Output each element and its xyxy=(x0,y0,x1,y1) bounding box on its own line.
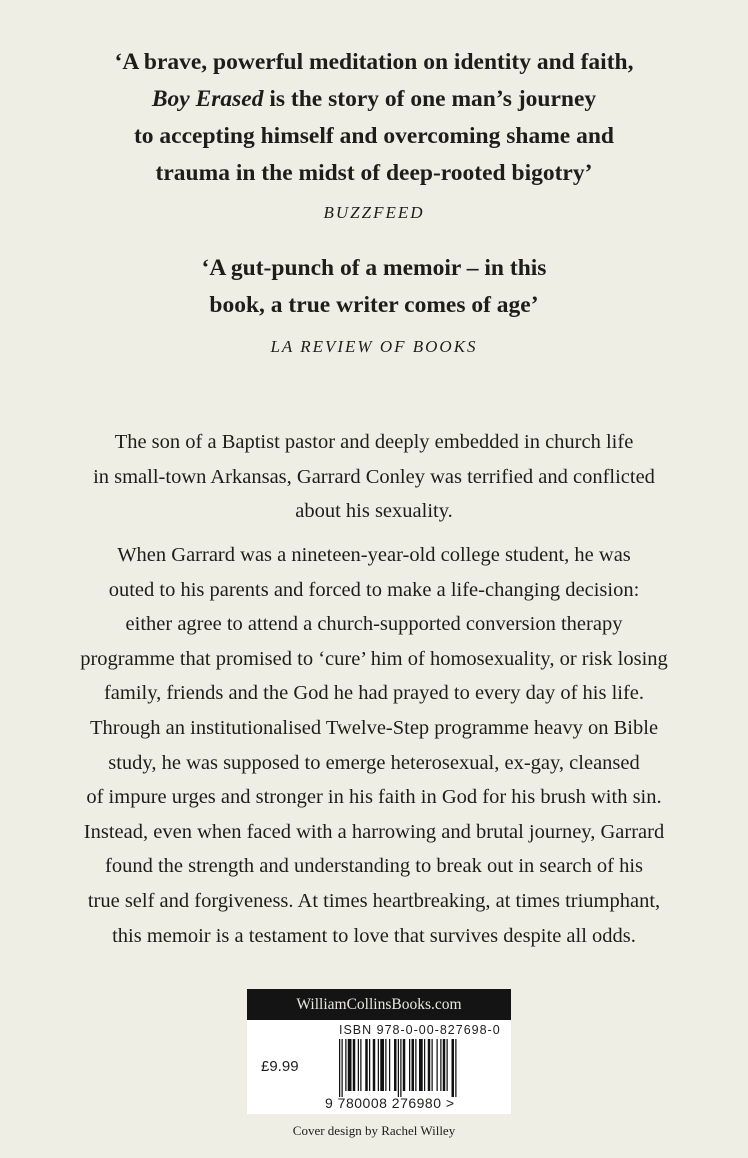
barcode-bar xyxy=(400,1039,401,1097)
quote-source-la-review: LA REVIEW OF BOOKS xyxy=(270,337,478,356)
quote-line: Boy Erased is the story of one man’s journey xyxy=(151,86,597,112)
barcode-bar xyxy=(394,1039,397,1091)
review-quote-la-review xyxy=(0,250,748,324)
barcode-bar xyxy=(412,1039,415,1091)
barcode-bar xyxy=(365,1039,368,1091)
quote-line: trauma in the midst of deep-rooted bigotry’ xyxy=(155,160,593,186)
blurb-line: Instead, even when faced with a harrowing and brutal journey, Garrard xyxy=(83,820,665,843)
barcode-bar xyxy=(353,1039,356,1091)
book-title: Boy Erased xyxy=(151,86,264,112)
blurb-line: outed to his parents and forced to make a life-changing decision: xyxy=(108,578,640,601)
blurb-line: this memoir is a testament to love that survives despite all odds. xyxy=(112,924,636,947)
blurb-line: in small-town Arkansas, Garrard Conley was terrified and conflicted xyxy=(93,465,655,488)
barcode-bar xyxy=(452,1039,455,1097)
blurb-line: programme that promised to ‘cure’ him of homosexuality, or risk losing xyxy=(80,647,668,670)
blurb-line: about his sexuality. xyxy=(295,500,453,523)
blurb-paragraph-2 xyxy=(40,538,708,953)
barcode-digits: 9 780008 276980 > xyxy=(325,1095,455,1111)
barcode-bar xyxy=(424,1039,425,1091)
barcode xyxy=(337,1039,497,1097)
review-quote-buzzfeed xyxy=(0,44,748,192)
blurb-line: true self and forgiveness. At times heartbreaking, at times triumphant, xyxy=(87,889,661,912)
barcode-bar xyxy=(419,1039,423,1091)
barcode-bar xyxy=(348,1039,352,1091)
barcode-bar xyxy=(432,1039,433,1091)
price: £9.99 xyxy=(261,1058,299,1075)
barcode-bar xyxy=(398,1039,399,1097)
blurb-line: family, friends and the God he had prayed to every day of his life. xyxy=(103,682,645,705)
cover-credit: Cover design by Rachel Willey xyxy=(292,1123,456,1138)
quote-line: to accepting himself and overcoming shame and xyxy=(133,123,614,149)
barcode-bar xyxy=(360,1039,361,1091)
isbn-barcode-box xyxy=(247,1020,511,1114)
barcode-bar xyxy=(373,1039,376,1091)
quote-line: ‘A gut-punch of a memoir – in this xyxy=(201,255,547,281)
barcode-bar xyxy=(339,1039,340,1097)
blurb-line: Through an institutionalised Twelve-Step programme heavy on Bible xyxy=(89,716,659,739)
barcode-bar xyxy=(380,1039,384,1091)
barcode-bar xyxy=(369,1039,370,1091)
barcode-bar xyxy=(437,1039,438,1091)
isbn-label: ISBN 978-0-00-827698-0 xyxy=(339,1023,501,1037)
barcode-bar xyxy=(428,1039,431,1091)
blurb-line: of impure urges and stronger in his faith in God for his brush with sin. xyxy=(86,786,662,809)
quote-line: ‘A brave, powerful meditation on identity and faith, xyxy=(114,49,634,75)
barcode-bar xyxy=(389,1039,390,1091)
quote-source-buzzfeed: BUZZFEED xyxy=(323,203,425,222)
barcode-bar xyxy=(342,1039,343,1097)
blurb-line: The son of a Baptist pastor and deeply embedded in church life xyxy=(114,431,634,453)
barcode-bar xyxy=(358,1039,359,1091)
barcode-bar xyxy=(443,1039,446,1091)
barcode-bar xyxy=(440,1039,441,1091)
quote-line: book, a true writer comes of age’ xyxy=(209,292,539,318)
barcode-bar xyxy=(409,1039,410,1091)
barcode-bar xyxy=(455,1039,456,1097)
barcode-bar xyxy=(378,1039,379,1091)
blurb-line: either agree to attend a church-supported conversion therapy xyxy=(125,613,623,636)
barcode-bar xyxy=(415,1039,416,1091)
barcode-bar xyxy=(447,1039,448,1091)
publisher-website: WilliamCollinsBooks.com xyxy=(247,989,511,1020)
barcode-bar xyxy=(403,1039,406,1091)
blurb-paragraph-1 xyxy=(40,425,708,529)
blurb-line: When Garrard was a nineteen-year-old college student, he was xyxy=(117,544,631,566)
blurb-line: found the strength and understanding to break out in search of his xyxy=(105,855,643,878)
barcode-bar xyxy=(385,1039,386,1091)
blurb-line: study, he was supposed to emerge heterosexual, ex-gay, cleansed xyxy=(108,751,640,774)
barcode-bar xyxy=(345,1039,346,1091)
